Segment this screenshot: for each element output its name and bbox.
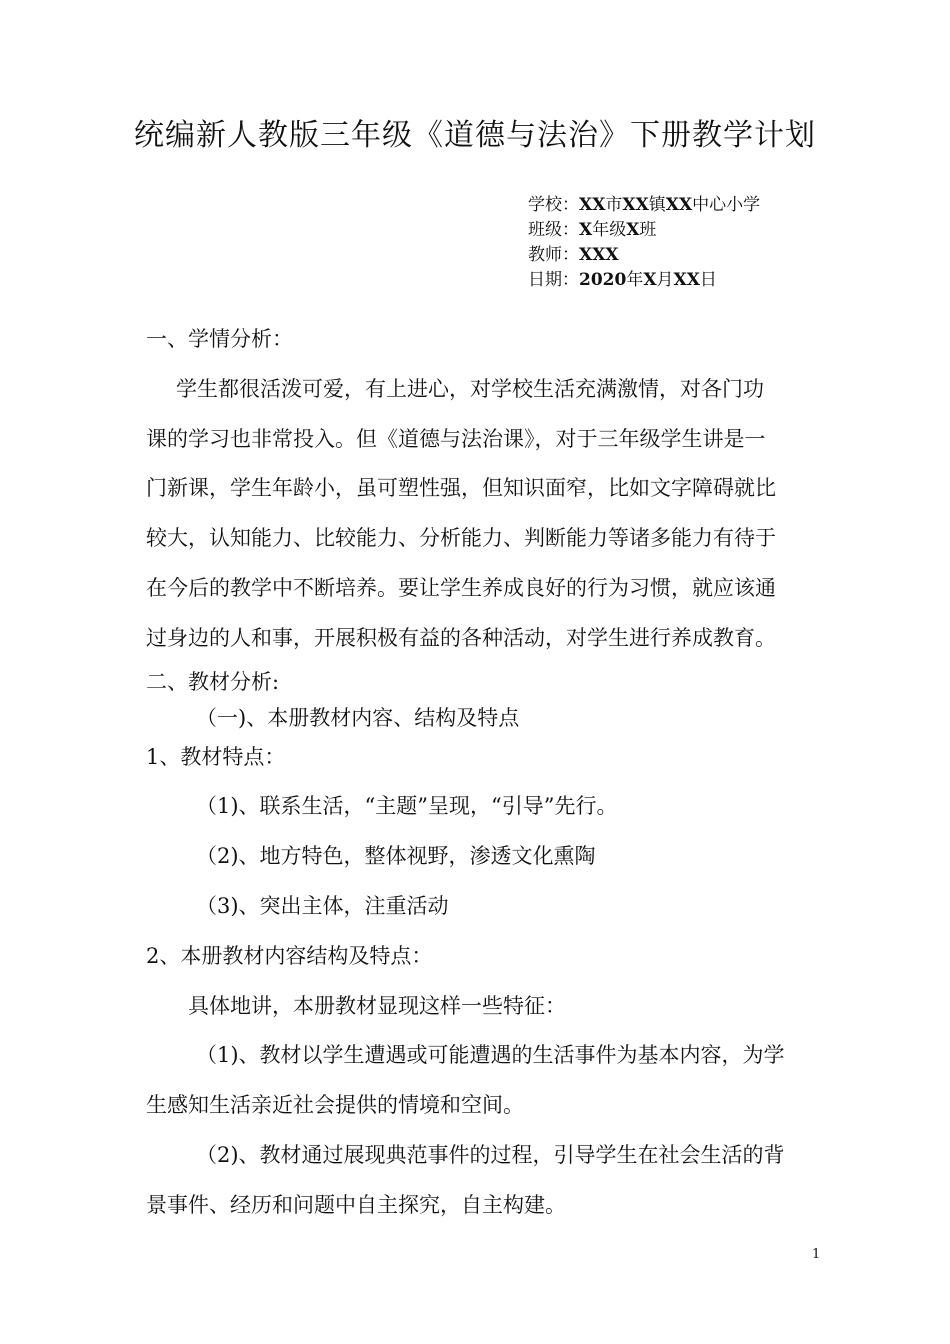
meta-value: X	[579, 220, 593, 240]
meta-date	[528, 265, 717, 290]
section-2-1-heading: 1、教材特点：	[146, 745, 286, 769]
paragraph-line: 课的学习也非常投入。但《道德与法治课》，对于三年级学生讲是一	[146, 427, 766, 451]
meta-value: 镇	[648, 195, 666, 215]
document-title: 统编新人教版三年级《道德与法治》下册教学计划	[134, 118, 816, 153]
meta-value: 月	[656, 270, 674, 290]
section-2-subheading: （一)、本册教材内容、结构及特点	[196, 706, 520, 730]
meta-value: X	[626, 220, 640, 240]
paragraph-line: 学生都很活泼可爱，有上进心，对学校生活充满激情，对各门功	[176, 377, 764, 401]
meta-class-label: 班级：	[528, 220, 579, 240]
meta-teacher	[528, 240, 619, 265]
meta-teacher-label: 教师：	[528, 245, 579, 265]
meta-value: XX	[622, 195, 649, 215]
section-2-heading: 二、教材分析:	[146, 670, 280, 694]
paragraph-line: 较大，认知能力、比较能力、分析能力、判断能力等诸多能力有待于	[146, 526, 776, 550]
meta-value: 市	[605, 195, 623, 215]
feature-item: （1)、联系生活，“主题”呈现，“引导”先行。	[196, 794, 618, 818]
section-1-heading: 一、学情分析：	[146, 327, 293, 351]
meta-value: XX	[673, 270, 700, 290]
meta-value: 中心小学	[692, 195, 761, 215]
paragraph-line: （2)、教材通过展现典范事件的过程，引导学生在社会生活的背	[196, 1143, 785, 1167]
meta-value: XX	[579, 195, 606, 215]
paragraph-line: 过身边的人和事，开展积极有益的各种活动，对学生进行养成教育。	[146, 626, 776, 650]
meta-value: XX	[665, 195, 693, 215]
paragraph-line: 生感知生活亲近社会提供的情境和空间。	[146, 1093, 524, 1117]
meta-value: XXX	[579, 245, 619, 265]
paragraph-line: （1)、教材以学生遭遇或可能遭遇的生活事件为基本内容，为学	[196, 1043, 785, 1067]
meta-value: 年级	[592, 220, 627, 240]
meta-date-label: 日期：	[528, 270, 579, 290]
meta-school-label: 学校：	[528, 195, 579, 215]
section-2-2-heading: 2、本册教材内容结构及特点：	[146, 944, 433, 968]
meta-class	[528, 215, 656, 240]
section-2-2-intro: 具体地讲，本册教材显现这样一些特征：	[188, 994, 566, 1018]
paragraph-line: 景事件、经历和问题中自主探究，自主构建。	[146, 1193, 566, 1217]
meta-school	[528, 190, 760, 215]
feature-item: （2)、地方特色，整体视野，渗透文化熏陶	[196, 844, 596, 868]
meta-value: 2020	[579, 270, 627, 290]
paragraph-line: 在今后的教学中不断培养。要让学生养成良好的行为习惯，就应该通	[146, 576, 776, 600]
page-number: 1	[812, 1247, 821, 1262]
feature-item: （3)、突出主体，注重活动	[196, 894, 449, 918]
meta-value: X	[643, 270, 657, 290]
meta-value: 班	[639, 220, 657, 240]
meta-value: 年	[626, 270, 644, 290]
meta-value: 日	[699, 270, 717, 290]
paragraph-line: 门新课，学生年龄小，虽可塑性强，但知识面窄，比如文字障碍就比	[146, 476, 776, 500]
